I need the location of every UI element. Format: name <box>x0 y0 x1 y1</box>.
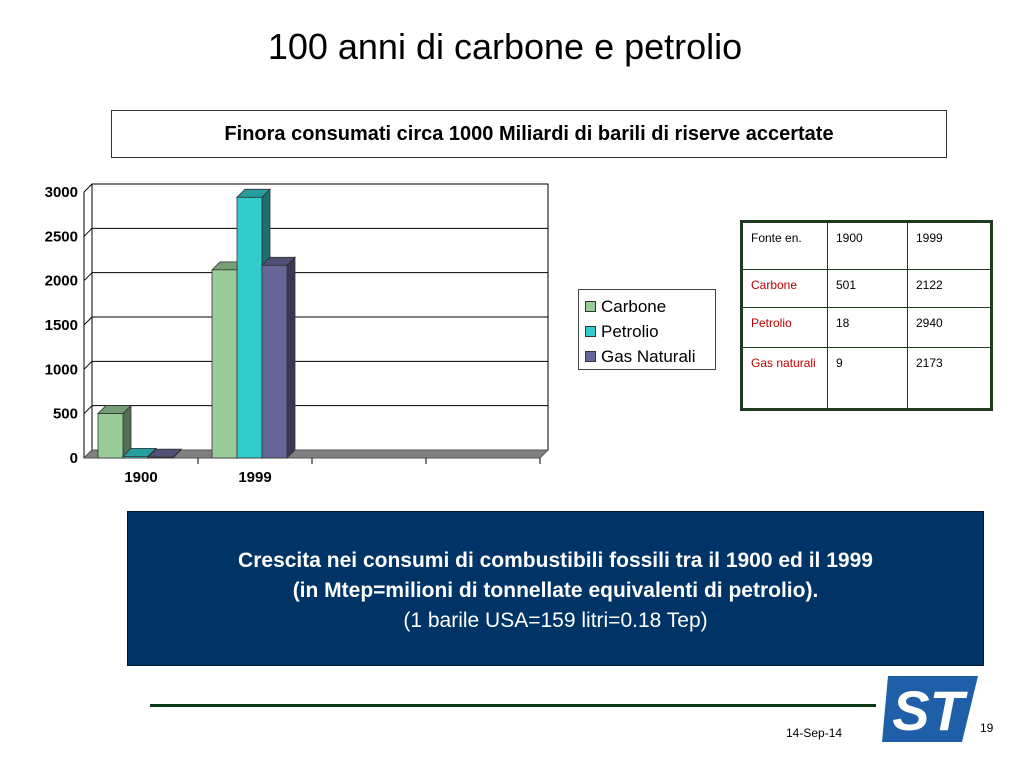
legend-item <box>585 344 715 369</box>
footer-divider <box>150 704 876 707</box>
bar <box>212 270 237 458</box>
st-logo-icon <box>882 676 978 742</box>
data-table <box>740 220 993 411</box>
info-line: (1 barile USA=159 litri=0.18 Tep) <box>403 609 708 632</box>
gridline-side <box>84 228 92 236</box>
y-tick-label: 1500 <box>44 317 78 334</box>
table-cell: 501 <box>828 270 908 308</box>
legend-swatch <box>585 351 596 362</box>
table-cell: 2173 <box>908 348 992 410</box>
subtitle-box <box>111 110 947 158</box>
y-tick-label: 1000 <box>44 361 78 379</box>
svg-text:ST: ST <box>892 679 964 742</box>
y-tick-label: 500 <box>52 405 78 423</box>
gridline-side <box>84 406 92 414</box>
table-row <box>742 308 992 348</box>
bar <box>237 197 262 458</box>
bar <box>98 414 123 458</box>
x-tick-label: 1900 <box>124 469 158 486</box>
table-row-label: Petrolio <box>742 308 828 348</box>
table-row-label: Carbone <box>742 270 828 308</box>
table-cell: 18 <box>828 308 908 348</box>
footer-date: 14-Sep-14 <box>786 726 843 740</box>
chart-legend <box>578 289 716 370</box>
table-row <box>742 270 992 308</box>
y-tick-label: 2500 <box>44 228 78 246</box>
slide-title: 100 anni di carbone e petrolio <box>267 26 743 67</box>
table-header-cell: 1900 <box>828 222 908 270</box>
legend-swatch <box>585 301 596 312</box>
legend-swatch <box>585 326 596 337</box>
table-header-cell: Fonte en. <box>742 222 828 270</box>
info-box <box>127 511 984 666</box>
table-header-row <box>742 222 992 270</box>
info-line: (in Mtep=milioni di tonnellate equivalenti di petrolio). <box>292 579 819 602</box>
bar-chart <box>0 170 570 490</box>
bar <box>262 265 287 458</box>
gridline-side <box>84 361 92 369</box>
table-cell: 2940 <box>908 308 992 348</box>
gridline-side <box>84 273 92 281</box>
y-tick-label: 2000 <box>44 272 78 290</box>
table-cell: 2122 <box>908 270 992 308</box>
subtitle-text: Finora consumati circa 1000 Miliardi di barili di riserve accertate <box>224 122 834 145</box>
info-line: Crescita nei consumi di combustibili fossili tra il 1900 ed il 1999 <box>238 549 873 572</box>
legend-label: Petrolio <box>601 321 659 341</box>
bar <box>123 456 148 458</box>
table-header-cell: 1999 <box>908 222 992 270</box>
bar <box>148 457 173 458</box>
table-cell: 9 <box>828 348 908 410</box>
table-row-label: Gas naturali <box>742 348 828 410</box>
y-tick-label: 3000 <box>44 184 78 201</box>
table-row <box>742 348 992 410</box>
gridline-side <box>84 317 92 325</box>
gridline-side <box>84 184 92 192</box>
page-number: 19 <box>980 721 994 735</box>
bar-side <box>287 257 295 458</box>
legend-item <box>585 319 715 344</box>
legend-item <box>585 294 715 319</box>
y-tick-label: 0 <box>69 450 78 467</box>
x-tick-label: 1999 <box>238 469 272 486</box>
legend-label: Carbone <box>601 296 667 316</box>
legend-label: Gas Naturali <box>601 346 696 366</box>
